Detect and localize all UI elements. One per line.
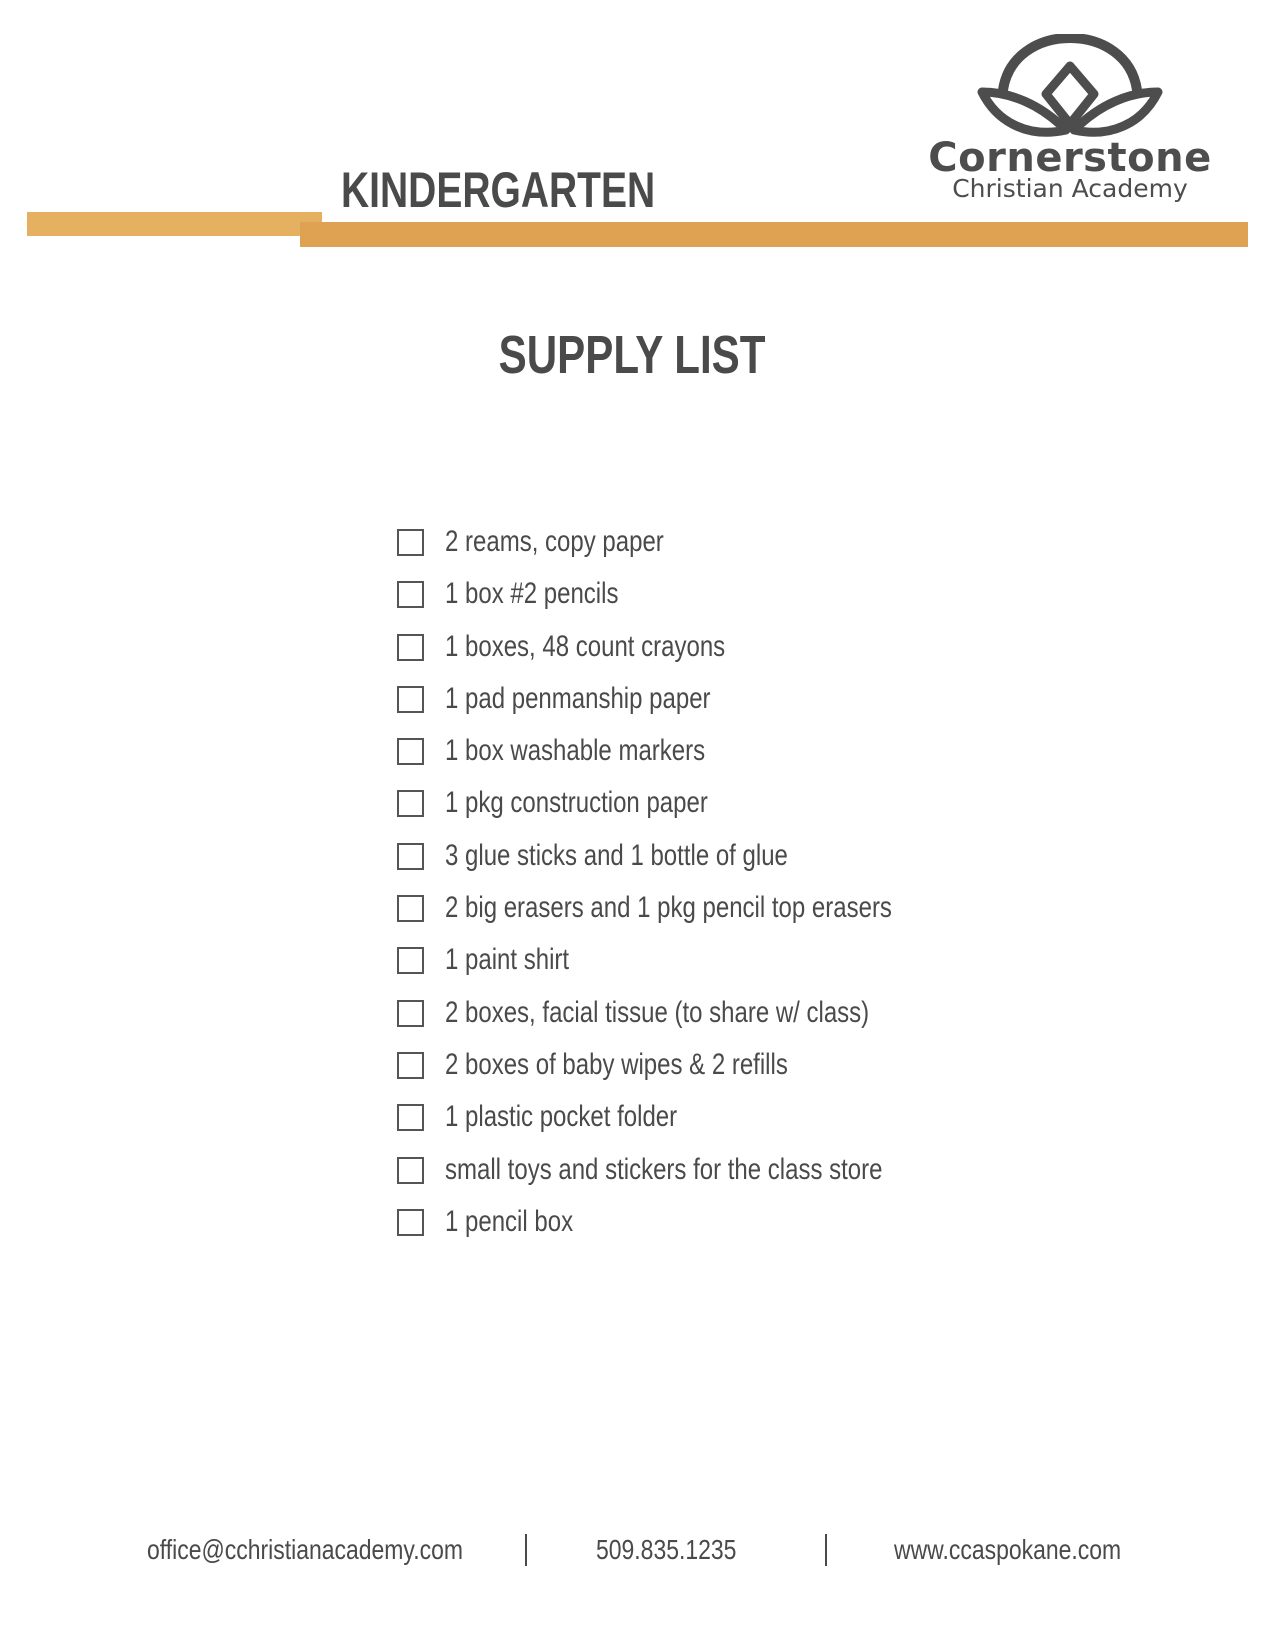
header-banner-left [27,212,322,236]
item-label: 1 pad penmanship paper [445,681,711,715]
list-item [397,1092,1004,1144]
footer-website-link[interactable]: www.ccaspokane.com [894,1534,1122,1565]
footer-phone-link[interactable]: 509.835.1235 [596,1534,737,1565]
list-item [397,674,1004,726]
item-checkbox[interactable] [397,895,424,922]
list-item [397,622,1004,674]
item-label: 3 glue sticks and 1 bottle of glue [445,838,788,872]
list-item [397,517,1004,569]
item-label: 1 pencil box [445,1204,574,1238]
logo-school-subtitle: Christian Academy [952,174,1188,203]
logo-school-name: Cornerstone [928,135,1212,181]
item-checkbox[interactable] [397,1000,424,1027]
list-item [397,935,1004,987]
item-checkbox[interactable] [397,1209,424,1236]
list-item [397,569,1004,621]
item-label: 2 boxes of baby wipes & 2 refills [445,1047,788,1081]
supply-list-title [0,322,1265,388]
footer-divider [825,1534,827,1566]
item-checkbox[interactable] [397,1157,424,1184]
item-label: 2 reams, copy paper [445,525,664,558]
list-item [397,1197,1004,1249]
list-item [397,988,1004,1040]
item-checkbox[interactable] [397,1104,424,1131]
item-label: small toys and stickers for the class store [445,1152,883,1186]
item-checkbox[interactable] [397,947,424,974]
item-checkbox[interactable] [397,581,424,608]
school-logo [925,34,1215,214]
item-checkbox[interactable] [397,634,424,661]
item-label: 2 big erasers and 1 pkg pencil top erasers [445,891,892,925]
supply-list-title-text: SUPPLY LIST [499,325,766,385]
supply-checklist [397,517,1004,1249]
list-item [397,778,1004,830]
list-item [397,1040,1004,1092]
item-checkbox[interactable] [397,1052,424,1079]
item-checkbox[interactable] [397,843,424,870]
item-checkbox[interactable] [397,790,424,817]
grade-title: KINDERGARTEN [341,162,656,218]
contact-footer [0,1528,1275,1572]
item-label: 1 pkg construction paper [445,786,708,820]
item-label: 1 plastic pocket folder [445,1100,678,1134]
item-label: 1 boxes, 48 count crayons [445,629,726,663]
list-item [397,1145,1004,1197]
list-item [397,831,1004,883]
item-label: 1 paint shirt [445,943,570,977]
footer-email-link[interactable]: office@cchristianacademy.com [147,1534,463,1565]
cornerstone-lotus-icon [970,34,1170,144]
item-label: 1 box #2 pencils [445,577,619,611]
item-label: 2 boxes, facial tissue (to share w/ class) [445,995,870,1029]
footer-divider [525,1534,527,1566]
item-checkbox[interactable] [397,529,424,556]
item-checkbox[interactable] [397,686,424,713]
list-item [397,883,1004,935]
header-banner-main [300,222,1248,247]
item-label: 1 box washable markers [445,734,706,768]
item-checkbox[interactable] [397,738,424,765]
list-item [397,726,1004,778]
